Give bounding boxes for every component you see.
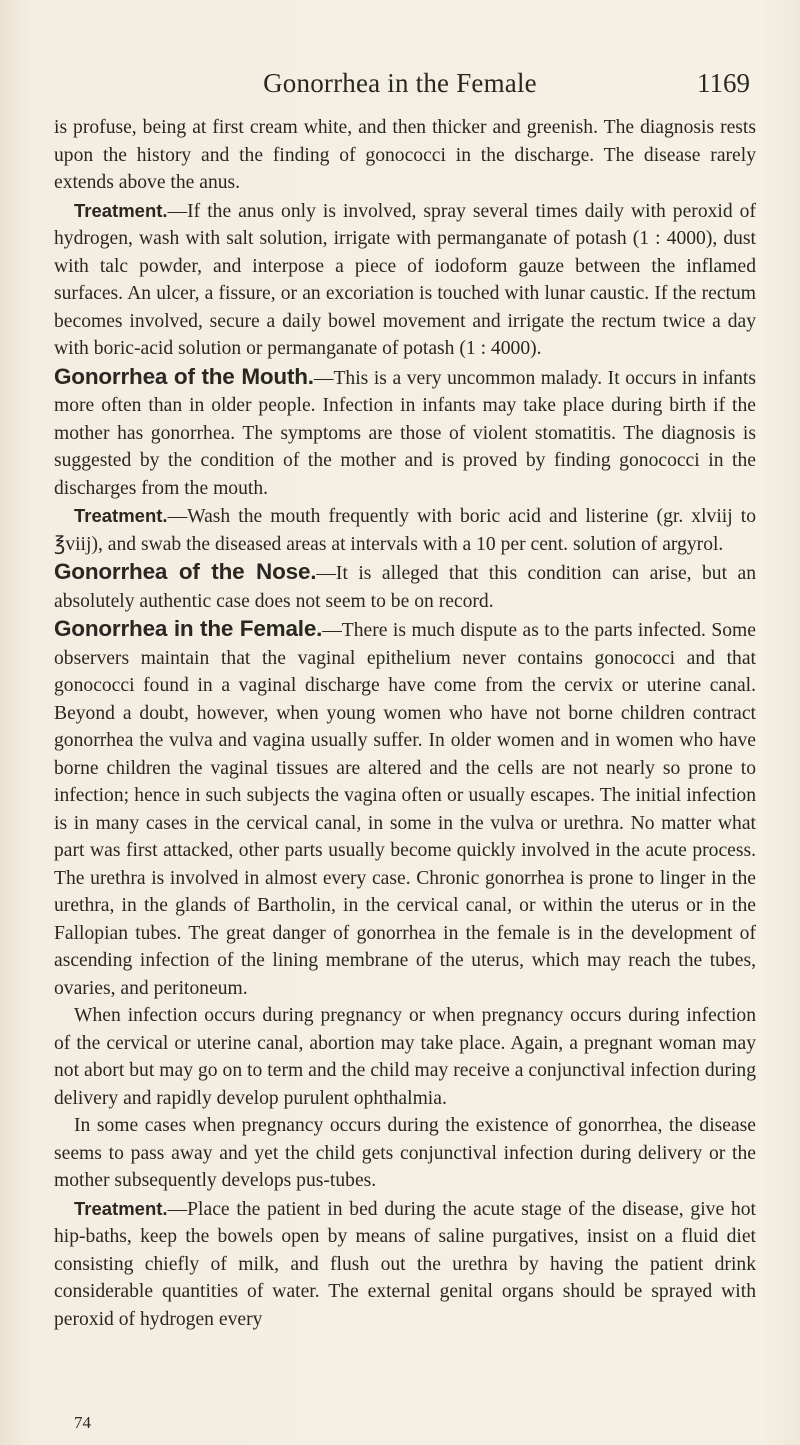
paragraph-text: —Place the patient in bed during the acute stage of the disease, give hot hip-baths, keep the bowels open by means of saline purgatives, insist on a fluid diet consisting chiefly of milk, and flush out the urethra by having the patient drink considerable quantities of water. The external genital organs should be sprayed with peroxid of hydrogen every bbox=[54, 1198, 756, 1330]
signature-mark: 74 bbox=[74, 1413, 91, 1432]
paragraph bbox=[54, 1112, 756, 1195]
section-heading-female: Gonorrhea in the Female. bbox=[54, 616, 323, 641]
section-heading-nose: Gonorrhea of the Nose. bbox=[54, 559, 317, 584]
paragraph-text: —Wash the mouth frequently with boric acid and listerine (gr. xlviij to ℥viij), and swab the diseased areas at intervals with a 10 per cent. solution of argyrol. bbox=[54, 506, 756, 555]
paragraph bbox=[54, 363, 756, 503]
paragraph bbox=[54, 502, 756, 558]
treatment-heading: Treatment. bbox=[74, 199, 168, 221]
treatment-heading: Treatment. bbox=[74, 505, 168, 526]
paragraph-text: —This is a very uncommon malady. It occurs in infants more often than in older people. Infection in infants may take place during birth if the mother has gonorrhea. The symptoms are those of violent stomatitis. The diagnosis is suggested by the condition of the mother and is proved by finding gonococci in the discharges from the mouth. bbox=[54, 367, 757, 499]
paragraph-text: —It is alleged that this condition can arise, but an absolutely authentic case does not seem to be on record. bbox=[54, 563, 756, 612]
page-header bbox=[0, 68, 800, 108]
paragraph-text: When infection occurs during pregnancy or when pregnancy occurs during infection of the cervical or uterine canal, abortion may take place. Again, a pregnant woman may not abort but may go on to term and the child may receive a conjunctival infection during delivery and rapidly develop purulent ophthalmia. bbox=[54, 1005, 756, 1109]
paragraph bbox=[54, 615, 756, 1002]
paragraph bbox=[54, 197, 756, 363]
paragraph bbox=[54, 114, 756, 197]
paragraph bbox=[54, 1195, 756, 1334]
running-title: Gonorrhea in the Female bbox=[263, 68, 537, 98]
paragraph-text: is profuse, being at first cream white, and then thicker and greenish. The diagnosis rests upon the history and the finding of gonococci in the discharge. The disease rarely extends above the anus. bbox=[54, 117, 756, 193]
treatment-heading: Treatment. bbox=[74, 1197, 168, 1219]
paragraph-text: In some cases when pregnancy occurs during the existence of gonorrhea, the disease seems to pass away and yet the child gets conjunctival infection during delivery or the mother subsequently develops pus-tubes. bbox=[54, 1115, 756, 1191]
page-number: 1169 bbox=[697, 68, 750, 98]
paragraph-text: —If the anus only is involved, spray several times daily with peroxid of hydrogen, wash with salt solution, irrigate with permanganate of potash (1 : 4000), dust with talc powder, and interpose a piece of iodoform gauze between the inflamed surfaces. An ulcer, a fissure, or an excoriation is touched with lunar caustic. If the rectum becomes involved, secure a daily bowel movement and irrigate the rectum twice a day with boric-acid solution or permanganate of potash (1 : 4000). bbox=[54, 200, 756, 359]
paragraph-text: —There is much dispute as to the parts infected. Some observers maintain that the vaginal epithelium never contains gonococci and that gonococci found in a vaginal discharge have come from the cervix or uterine canal. Beyond a doubt, however, when young women who have not borne children contract gonorrhea the vulva and vagina usually suffer. In older women and in women who have borne children the vaginal tissues are altered and the cells are not nearly so prone to infection; hence in such subjects the vagina often or usually escapes. The initial infection is in many cases in the cervical canal, in some in the vulva or urethra. No matter what part was first attacked, other parts usually become quickly involved in the acute process. The urethra is involved in almost every case. Chronic gonorrhea is prone to linger in the urethra, in the glands of Bartholin, in the cervical canal, or within the uterus or in the Fallopian tubes. The great danger of gonorrhea in the female is in the development of ascending infection of the lining membrane of the uterus, which may reach the tubes, ovaries, and peritoneum. bbox=[54, 620, 756, 999]
paragraph bbox=[54, 558, 756, 615]
body-text bbox=[54, 114, 756, 1333]
section-heading-mouth: Gonorrhea of the Mouth. bbox=[54, 363, 314, 389]
paragraph bbox=[54, 1002, 756, 1112]
